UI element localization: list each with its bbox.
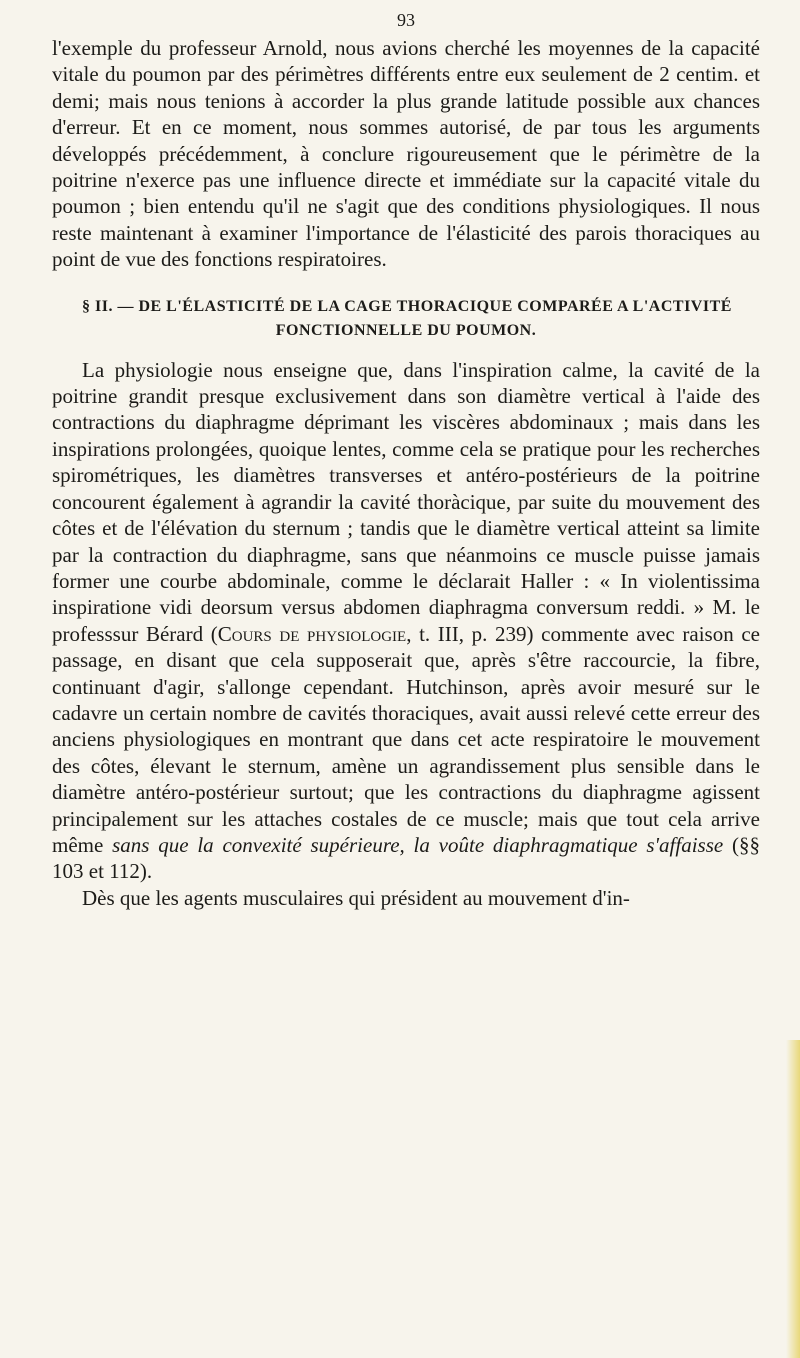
section-heading — [52, 295, 760, 343]
section-heading-line-1: § II. — DE L'ÉLASTICITÉ DE LA CAGE THORACIQUE COMPARÉE A L'ACTIVITÉ — [82, 297, 732, 315]
paragraph-1: l'exemple du professeur Arnold, nous avions cherché les moyennes de la capacité vitale du poumon par des périmètres différents entre eux seulement de 2 centim. et demi; mais nous tenions à accorder la plus grande latitude possible aux chances d'erreur. Et en ce moment, nous sommes autorisé, de par tous les arguments développés précédemment, à conclure rigoureusement que le périmètre de la poitrine n'exerce pas une influence directe et immédiate sur la capacité vitale du poumon ; bien entendu qu'il ne s'agit que des conditions physiologiques. Il nous reste maintenant à examiner l'importance de l'élasticité des parois thoraciques au point de vue des fonctions respiratoires. — [52, 36, 760, 272]
paragraph-2-part-b: , t. III, p. 239) commente avec raison ce passage, en disant que cela supposerait que, après s'être raccourcie, la fibre, continuant d'agir, s'allonge cependant. Hutchinson, après avoir mesuré sur le cadavre un certain nombre de cavités thoraciques, avait aussi relevé cette erreur des anciens physiologiques en montrant que dans cet acte respiratoire le mouvement des côtes, élevant le sternum, amène un agrandissement plus sensible dans le diamètre antéro-postérieur surtout; que les contractions du diaphragme agissent principalement sur les attaches costales de ce muscle; mais que tout cela arrive même — [52, 621, 760, 857]
paragraph-2-part-a: La physiologie nous enseigne que, dans l'inspiration calme, la cavité de la poitrine grandit presque exclusivement dans son diamètre vertical à l'aide des contractions du diaphragme déprimant les viscères abdominaux ; mais dans les inspirations prolongées, quoique lentes, comme cela se pratique pour les recherches spirométriques, les diamètres transverses et antéro-postérieurs de la poitrine concourent également à agrandir la cavité thoràcique, par suite du mouvement des côtes et de l'élévation du sternum ; tandis que le diamètre vertical atteint sa limite par la contraction du diaphragme, sans que néanmoins ce muscle puisse jamais former une courbe abdominale, comme le déclarait Haller : « In violentissima inspiratione vidi deorsum versus abdomen diaphragma conversum reddi. » M. le professsur Bérard ( — [52, 357, 760, 646]
paragraph-2 — [52, 357, 760, 885]
page-number: 93 — [397, 10, 415, 30]
page-edge-shadow — [786, 1040, 800, 1358]
section-heading-line-2: FONCTIONNELLE DU POUMON. — [275, 321, 537, 339]
paragraph-2-part-c: (§§ 103 et 112). — [52, 832, 760, 884]
cours-de-physiologie-citation: Cours de physiologie — [217, 621, 407, 646]
paragraph-3: Dès que les agents musculaires qui président au mouvement d'in- — [82, 885, 630, 910]
italic-phrase: sans que la convexité supérieure, la voûte diaphragmatique s'affaisse — [112, 832, 724, 857]
